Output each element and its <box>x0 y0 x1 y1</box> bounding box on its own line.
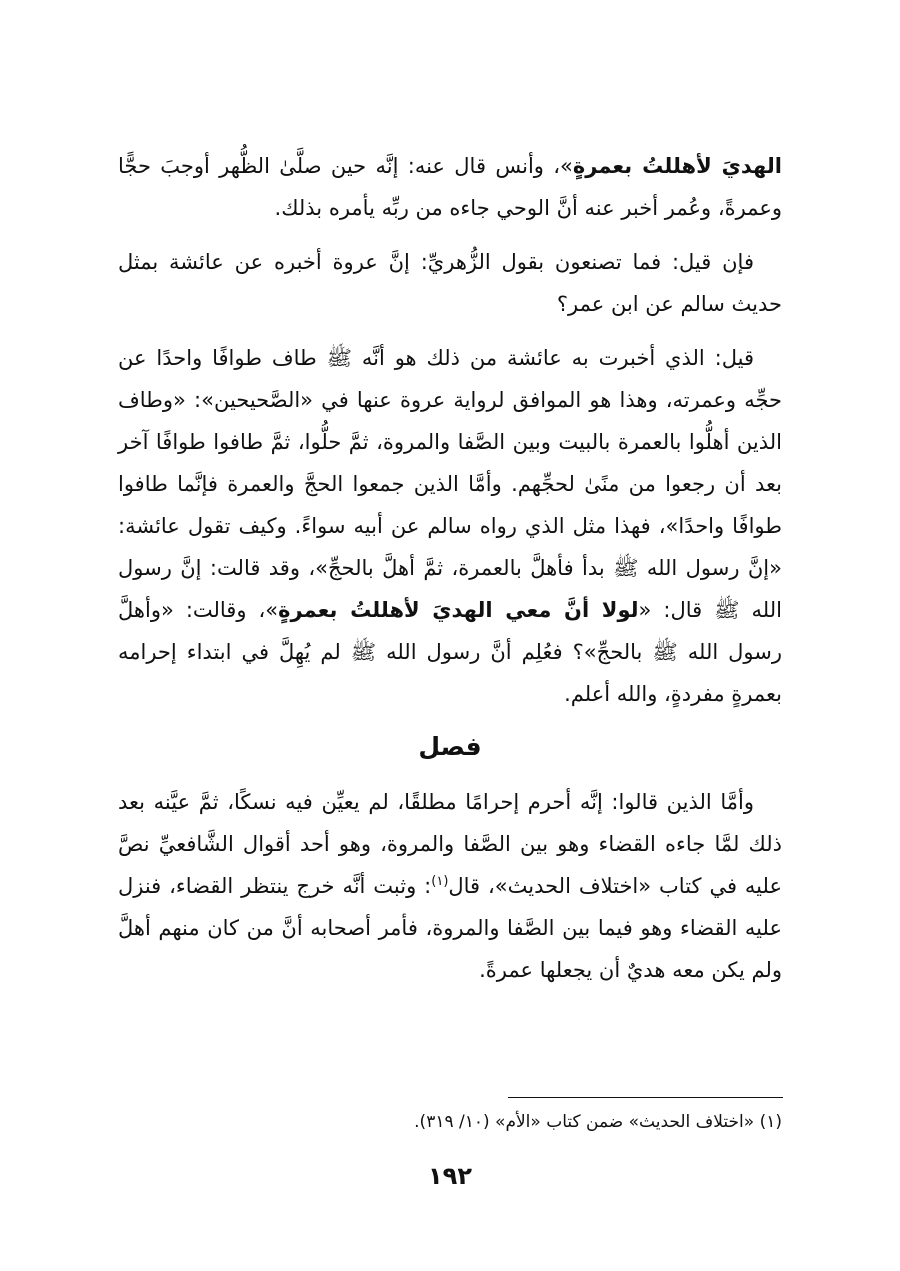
quote-bold-2: لولا أنَّ معي الهديَ لأهللتُ بعمرةٍ <box>278 598 639 622</box>
paragraph-3-text-a: قيل: الذي أخبرت به عائشة من ذلك هو أنَّه ﷺ طاف طوافًا واحدًا عن حجِّه وعمرته، وهذا هو الموافق لرواية عروة عنها في «الصَّحيحين»: «وطاف الذين أهلُّوا بالعمرة بالبيت وبين الصَّفا والمروة، ثمَّ حلُّوا، ثمَّ طافوا طوافًا آخر بعد أن رجعوا من منًىٰ لحجِّهم. وأمَّا الذين جمعوا الحجَّ والعمرة فإنَّما طافوا طوافًا واحدًا»، فهذا مثل الذي رواه سالم عن أبيه سواءً. وكيف تقول عائشة: «إنَّ رسول الله ﷺ بدأ فأهلَّ بالعمرة، ثمَّ أهلَّ بالحجِّ»، وقد قالت: إنَّ رسول الله ﷺ قال: « <box>118 346 782 622</box>
page-body <box>118 145 782 1003</box>
paragraph-3-text-b: »، وقالت: «وأهلَّ رسول الله ﷺ بالحجِّ»؟ فعُلِم أنَّ رسول الله ﷺ لم يُهِلَّ في ابتداء إحرامه بعمرةٍ مفردةٍ، والله أعلم. <box>118 598 782 706</box>
page-number: ١٩٢ <box>428 1162 472 1190</box>
section-heading: فصل <box>418 732 482 761</box>
footnote-divider <box>508 1097 783 1098</box>
paragraph-3 <box>118 337 782 715</box>
paragraph-1-text: »، وأنس قال عنه: إنَّه حين صلَّىٰ الظُّهر أوجبَ حجًّا وعمرةً، وعُمر أخبر عنه أنَّ الوحي جاءه من ربِّه يأمره بذلك. <box>118 154 782 220</box>
footnote: (١) «اختلاف الحديث» ضمن كتاب «الأم» (١٠/ ٣١٩). <box>414 1112 782 1132</box>
quote-bold-1: الهديَ لأهللتُ بعمرةٍ <box>572 154 783 178</box>
footnote-reference: (١) <box>431 874 449 889</box>
paragraph-4 <box>118 781 782 991</box>
paragraph-4-text-b: : وثبت أنَّه خرج ينتظر القضاء، فنزل عليه القضاء وهو فيما بين الصَّفا والمروة، فأمر أصحابه أنَّ من كان منهم أهلَّ ولم يكن معه هديٌ أن يجعلها عمرةً. <box>118 874 782 982</box>
paragraph-4-text-a: وأمَّا الذين قالوا: إنَّه أحرم إحرامًا مطلقًا، لم يعيِّن فيه نسكًا، ثمَّ عيَّنه بعد ذلك لمَّا جاءه القضاء وهو بين الصَّفا والمروة، وهو أحد أقوال الشَّافعيِّ نصَّ عليه في كتاب «اختلاف الحديث»، قال <box>118 790 782 898</box>
paragraph-2: فإن قيل: فما تصنعون بقول الزُّهريِّ: إنَّ عروة أخبره عن عائشة بمثل حديث سالم عن ابن عمر؟ <box>118 250 782 316</box>
paragraph-1 <box>118 145 782 229</box>
